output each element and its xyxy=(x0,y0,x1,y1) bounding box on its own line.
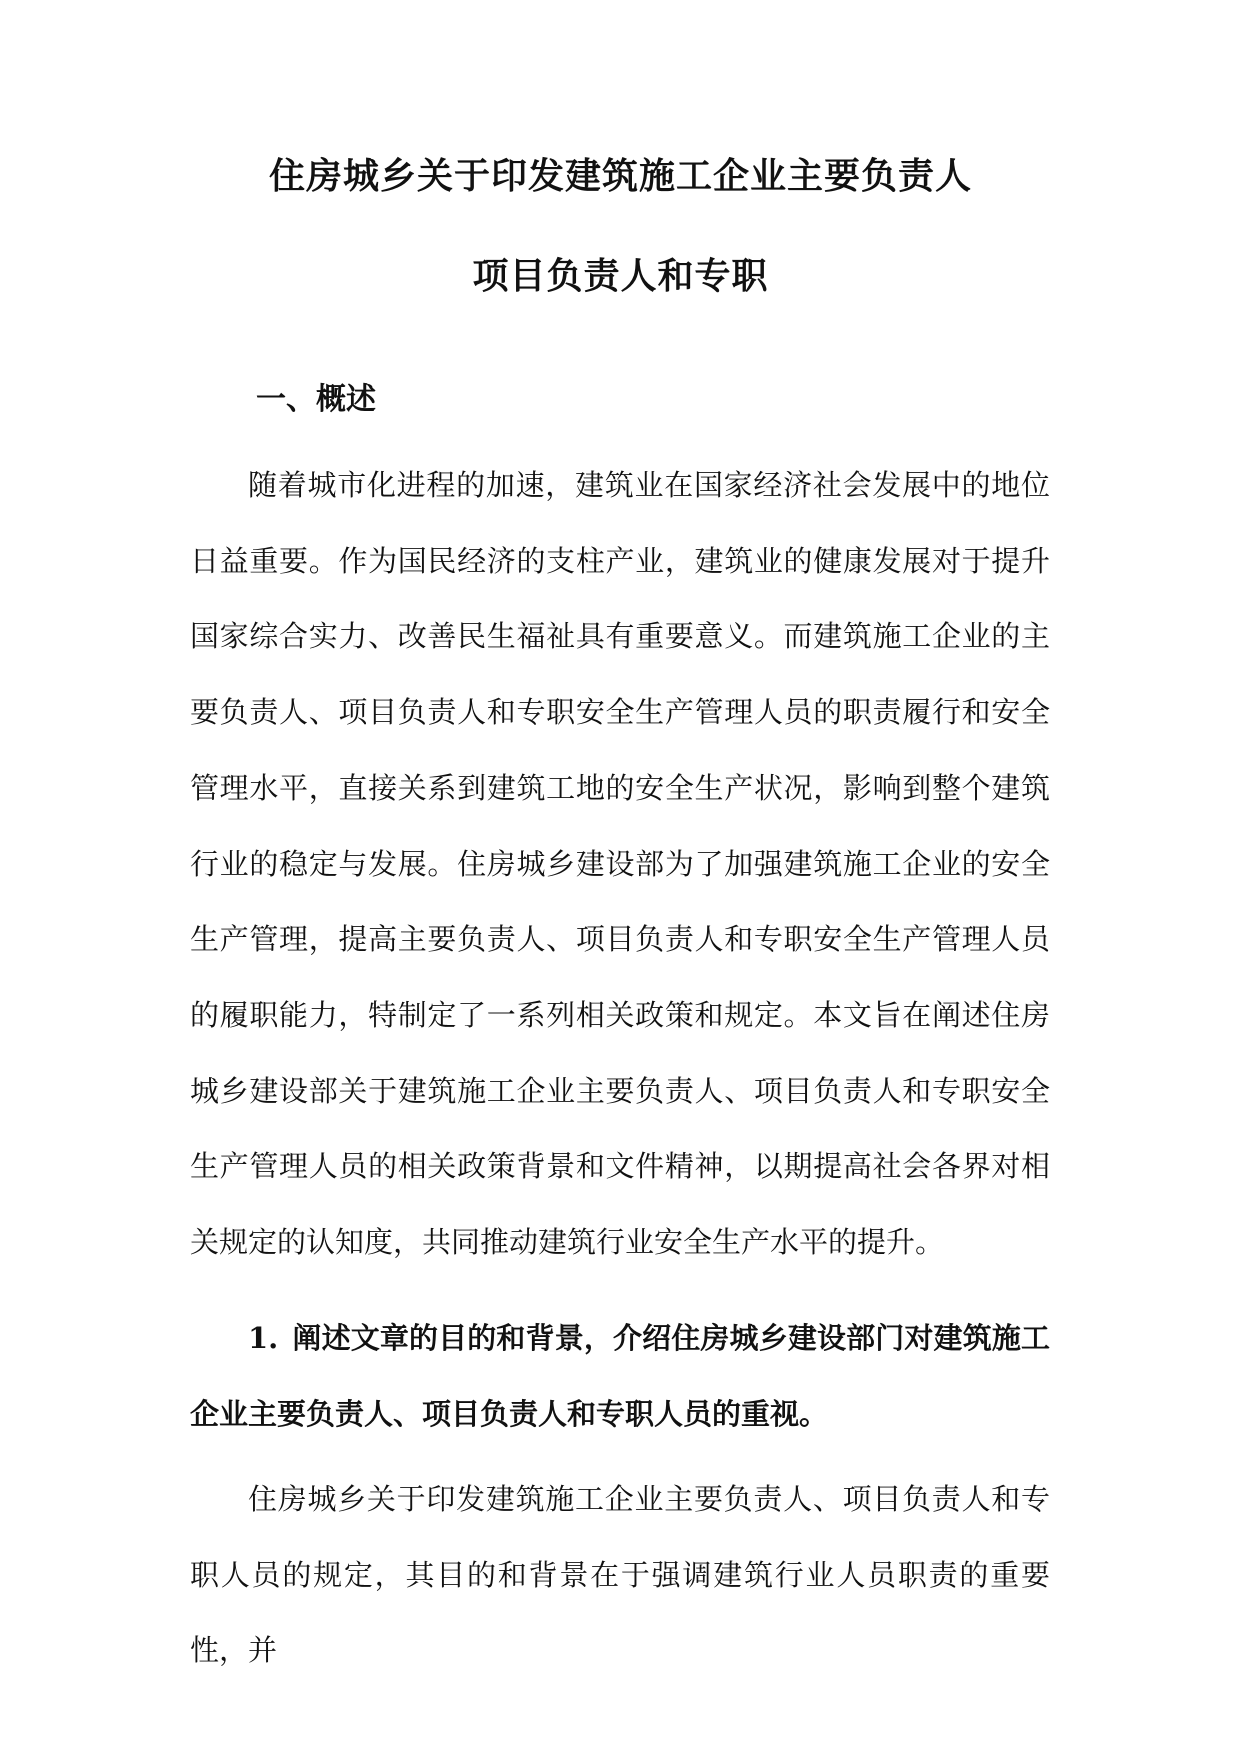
subsection-number: 1. xyxy=(248,1321,279,1355)
document-title-line-2: 项目负责人和专职 xyxy=(472,255,769,297)
subsection-heading xyxy=(190,1300,1050,1452)
section-paragraph: 随着城市化进程的加速，建筑业在国家经济社会发展中的地位日益重要。作为国民经济的支柱产业，建筑业的健康发展对于提升国家综合实力、改善民生福祉具有重要意义。而建筑施工企业的主要负责人、项目负责人和专职安全生产管理人员的职责履行和安全管理水平，直接关系到建筑工地的安全生产状况，影响到整个建筑行业的稳定与发展。住房城乡建设部为了加强建筑施工企业的安全生产管理，提高主要负责人、项目负责人和专职安全生产管理人员的履职能力，特制定了一系列相关政策和规定。本文旨在阐述住房城乡建设部关于建筑施工企业主要负责人、项目负责人和专职安全生产管理人员的相关政策背景和文件精神，以期提高社会各界对相关规定的认知度，共同推动建筑行业安全生产水平的提升。 xyxy=(190,468,1050,1260)
subsection-heading-text: 阐述文章的目的和背景，介绍住房城乡建设部门对建筑施工企业主要负责人、项目负责人和专职人员的重视。 xyxy=(190,1321,1050,1431)
section-heading: 一、概述 xyxy=(256,382,376,417)
document-title-line-1: 住房城乡关于印发建筑施工企业主要负责人 xyxy=(268,155,972,197)
subsection-paragraph: 住房城乡关于印发建筑施工企业主要负责人、项目负责人和专职人员的规定，其目的和背景在于强调建筑行业人员职责的重要性，并 xyxy=(190,1482,1050,1668)
